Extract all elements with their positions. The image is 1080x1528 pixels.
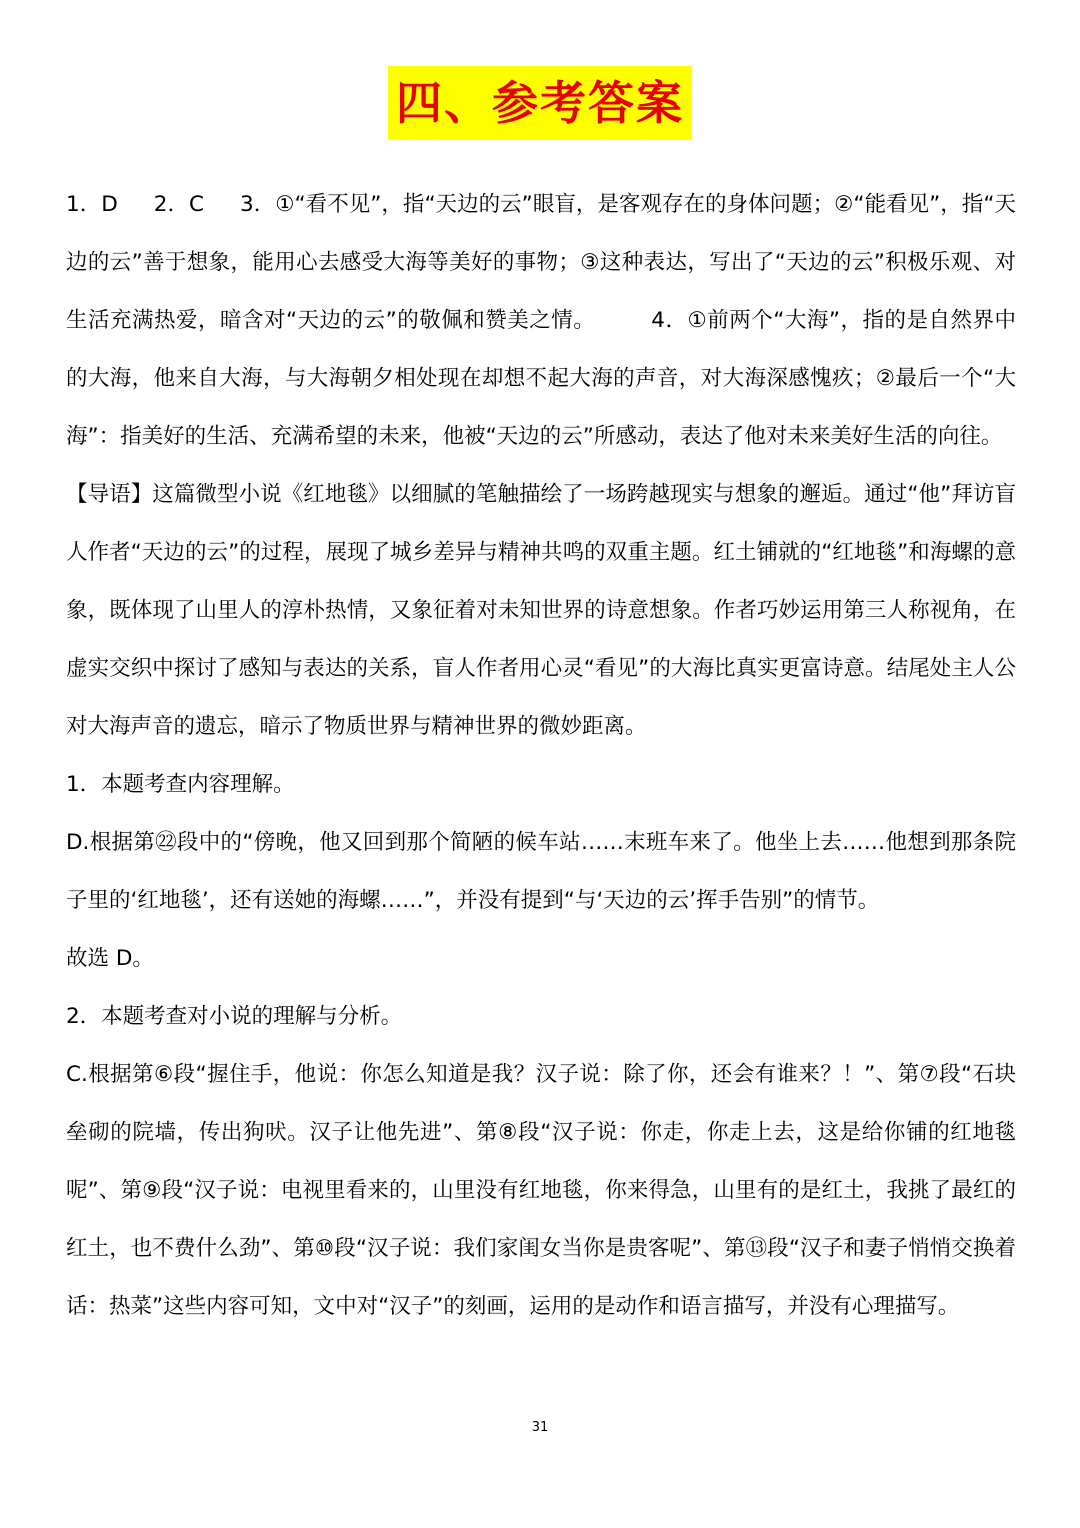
title-container [0, 66, 1080, 140]
answer-4: 4．①前两个“大海”，指的是自然界中的大海，他来自大海，与大海朝夕相处现在却想不起大海的声音，对大海深感愧疚；②最后一个“大海”：指美好的生活、充满希望的未来，他被“天边的云”所感动，表达了他对未来美好生活的向往。 [66, 308, 1017, 449]
guide-paragraph: 【导语】这篇微型小说《红地毯》以细腻的笔触描绘了一场跨越现实与想象的邂逅。通过“他”拜访盲人作者“天边的云”的过程，展现了城乡差异与精神共鸣的双重主题。红土铺就的“红地毯”和海螺的意象，既体现了山里人的淳朴热情，又象征着对未知世界的诗意想象。作者巧妙运用第三人称视角，在虚实交织中探讨了感知与表达的关系，盲人作者用心灵“看见”的大海比真实更富诗意。结尾处主人公对大海声音的遗忘，暗示了物质世界与精神世界的微妙距离。 [66, 482, 1016, 739]
answers-paragraph [66, 176, 1016, 466]
page-title: 四、参考答案 [388, 66, 692, 140]
answer-2: 2．C [153, 192, 205, 217]
answer-3: 3．①“看不见”，指“天边的云”眼盲，是客观存在的身体问题；②“能看见”，指“天边的云”善于想象，能用心去感受大海等美好的事物；③这种表达，写出了“天边的云”积极乐观、对生活充满热爱，暗含对“天边的云”的敬佩和赞美之情。 [66, 192, 1016, 333]
q1-conclusion: 故选 D。 [66, 946, 154, 971]
q2-body: C.根据第⑥段“握住手，他说：你怎么知道是我？汉子说：除了你，还会有谁来？！”、第⑦段“石块垒砌的院墙，传出狗吠。汉子让他先进”、第⑧段“汉子说：你走，你走上去，这是给你铺的红地毯呢”、第⑨段“汉子说：电视里看来的，山里没有红地毯，你来得急，山里有的是红土，我挑了最红的红土，也不费什么劲”、第⑩段“汉子说：我们家闺女当你是贵客呢”、第⑬段“汉子和妻子悄悄交换着话：热菜”这些内容可知，文中对“汉子”的刻画，运用的是动作和语言描写，并没有心理描写。 [66, 1062, 1016, 1319]
answer-content [66, 176, 1016, 1336]
q1-body: D.根据第㉒段中的“傍晚，他又回到那个简陋的候车站……末班车来了。他坐上去……他想到那条院子里的‘红地毯’，还有送她的海螺……”，并没有提到“与‘天边的云’挥手告别”的情节。 [66, 830, 1016, 913]
page-number: 31 [531, 1420, 549, 1435]
answer-1: 1．D [66, 192, 118, 217]
q1-heading: 1．本题考查内容理解。 [66, 772, 295, 797]
q2-heading: 2．本题考查对小说的理解与分析。 [66, 1004, 403, 1029]
